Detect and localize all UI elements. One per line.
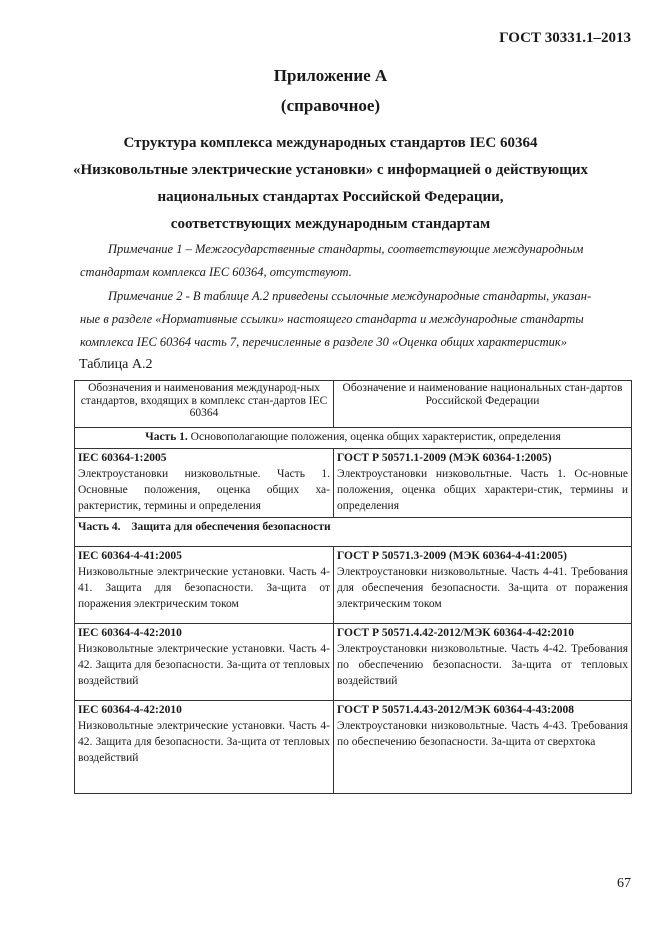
note-1-line-2: стандартам комплекса IEC 60364, отсутствуют. <box>80 265 352 279</box>
annex-heading-line-4: соответствующих международным стандартам <box>170 216 491 232</box>
annex-heading-line-3: национальных стандартах Российской Федерации, <box>157 189 504 205</box>
national-title: Электроустановки низковольтные. Часть 1. Ос-новные положения, оценка общих характери-стик, термины и определения <box>337 468 628 512</box>
note-2-line-3: комплекса IEC 60364 часть 7, перечисленные в разделе 30 «Оценка общих характеристик» <box>80 335 568 349</box>
national-title: Электроустановки низковольтные. Часть 4-41. Требования для обеспечения безопасности. За-щита от поражения электрическим током <box>337 566 628 610</box>
national-standard-cell <box>334 624 632 701</box>
annex-heading-line-2: «Низковольтные электрические установки» с информацией о действующих <box>72 162 589 178</box>
national-code: ГОСТ Р 50571.4.42-2012/МЭК 60364-4-42:2010 <box>337 627 574 639</box>
international-standard-cell <box>75 701 334 794</box>
table-row <box>75 624 632 701</box>
international-standard-cell <box>75 624 334 701</box>
international-title: Электроустановки низковольтные. Часть 1. Основные положения, оценка общих ха-рактеристик, термины и определения <box>78 468 330 512</box>
international-code: IEC 60364-1:2005 <box>78 452 167 464</box>
standard-code: ГОСТ 30331.1–2013 <box>499 30 631 46</box>
annex-title: Приложение А <box>273 66 388 85</box>
column-header-national: Обозначение и наименование национальных стан-дартов Российской Федерации <box>334 381 632 428</box>
national-standard-cell <box>334 449 632 518</box>
column-header-international: Обозначения и наименования международ-ных стандартов, входящих в комплекс стан-дартов IEC 60364 <box>75 381 334 428</box>
annex-status: (справочное) <box>280 96 381 115</box>
national-code: ГОСТ Р 50571.1-2009 (МЭК 60364-1:2005) <box>337 452 552 464</box>
note-1-line-1: Примечание 1 – Межгосударственные стандарты, соответствующие международным <box>108 242 584 256</box>
note-2-line-2: ные в разделе «Нормативные ссылки» настоящего стандарта и международные стандарты <box>80 312 584 326</box>
section-heading-part-4 <box>75 518 632 547</box>
international-title: Низковольтные электрические установки. Часть 4-41. Защита для безопасности. За-щита от поражения электрическим током <box>78 566 330 610</box>
national-title: Электроустановки низковольтные. Часть 4-42. Требования по обеспечению безопасности. За-щита от тепловых воздействий <box>337 643 628 687</box>
international-standard-cell <box>75 547 334 624</box>
table-header-row <box>75 381 632 428</box>
national-code: ГОСТ Р 50571.3-2009 (МЭК 60364-4-41:2005) <box>337 550 567 562</box>
section-heading-part-1 <box>75 428 632 449</box>
international-title: Низковольтные электрические установки. Часть 4-42. Защита для безопасности. За-щита от тепловых воздействий <box>78 643 330 687</box>
note-2-line-1: Примечание 2 - В таблице А.2 приведены ссылочные международные стандарты, указан- <box>108 289 592 303</box>
note-2 <box>80 285 632 354</box>
national-standard-cell <box>334 701 632 794</box>
section-row-part-4 <box>75 518 632 547</box>
section-text-part-4: Защита для обеспечения безопасности <box>131 521 331 533</box>
table-row <box>75 547 632 624</box>
section-row-part-1 <box>75 428 632 449</box>
national-standard-cell <box>334 547 632 624</box>
national-code: ГОСТ Р 50571.4.43-2012/МЭК 60364-4-43:2008 <box>337 704 574 716</box>
table-caption: Таблица А.2 <box>79 357 153 372</box>
annex-heading-line-1: Структура комплекса международных стандартов IEC 60364 <box>123 135 538 151</box>
national-title: Электроустановки низковольтные. Часть 4-43. Требования по обеспечению безопасности. За-щита от сверхтока <box>337 720 628 748</box>
section-text-part-1: Основополагающие положения, оценка общих характеристик, определения <box>190 431 561 443</box>
international-title: Низковольтные электрические установки. Часть 4-42. Защита для безопасности. За-щита от тепловых воздействий <box>78 720 330 764</box>
section-label-part-1: Часть 1. <box>145 431 188 443</box>
standards-table <box>74 380 632 794</box>
section-label-part-4: Часть 4. <box>78 521 121 533</box>
table-row <box>75 701 632 794</box>
international-code: IEC 60364-4-42:2010 <box>78 627 182 639</box>
table-row <box>75 449 632 518</box>
international-code: IEC 60364-4-41:2005 <box>78 550 182 562</box>
international-code: IEC 60364-4-42:2010 <box>78 704 182 716</box>
page-number: 67 <box>617 876 631 891</box>
note-1 <box>80 238 632 284</box>
international-standard-cell <box>75 449 334 518</box>
